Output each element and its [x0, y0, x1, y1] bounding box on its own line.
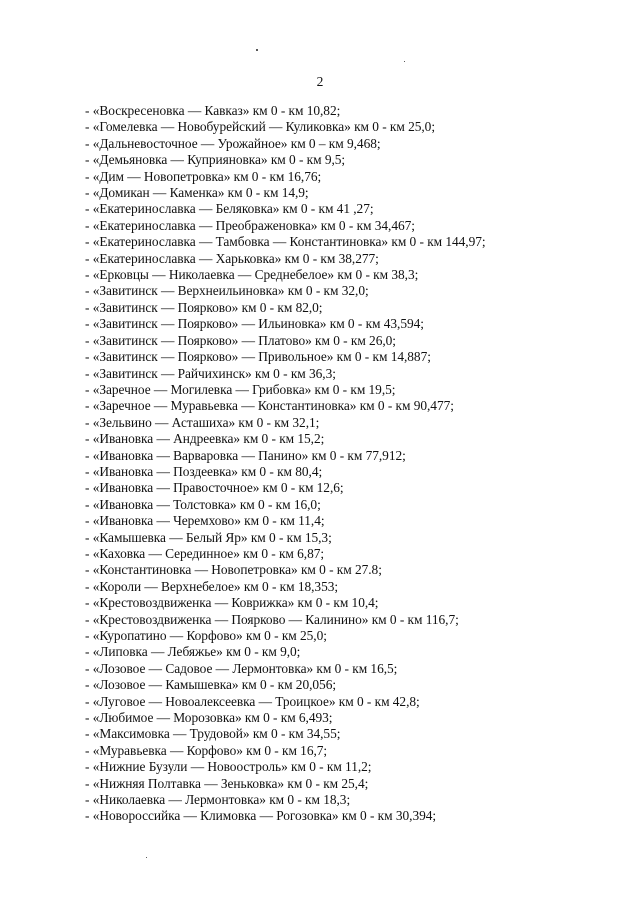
list-item: - «Нижняя Полтавка — Зеньковка» км 0 - км 25,4; — [85, 775, 369, 791]
list-item: - «Екатеринославка — Беляковка» км 0 - км 41 ,27; — [85, 201, 374, 217]
list-item: - «Екатеринославка — Преображеновка» км 0 - км 34,467; — [85, 217, 415, 233]
list-item: - «Ивановка — Правосточное» км 0 - км 12,6; — [85, 480, 344, 496]
list-item: - «Муравьевка — Корфово» км 0 - км 16,7; — [85, 742, 328, 758]
list-item: - «Ивановка — Толстовка» км 0 - км 16,0; — [85, 496, 321, 512]
list-item: - «Ивановка — Андреевка» км 0 - км 15,2; — [85, 431, 325, 447]
list-item: - «Дим — Новопетровка» км 0 - км 16,76; — [85, 168, 322, 184]
scan-speck — [256, 49, 258, 51]
list-item: - «Крестовоздвиженка — Коврижка» км 0 - км 10,4; — [85, 595, 379, 611]
list-item: - «Новороссийка — Климовка — Рогозовка» км 0 - км 30,394; — [85, 808, 437, 824]
list-item: - «Воскресеновка — Кавказ» км 0 - км 10,82; — [85, 103, 341, 118]
list-item: - «Завитинск — Райчихинск» км 0 - км 36,3; — [85, 365, 336, 381]
list-item: - «Завитинск — Верхнеильиновка» км 0 - км 32,0; — [85, 283, 369, 299]
scan-speck — [146, 857, 147, 858]
list-item: - «Гомелевка — Новобурейский — Куликовка» км 0 - км 25,0; — [85, 119, 435, 135]
list-item: - «Крестовоздвиженка — Поярково — Калинино» км 0 - км 116,7; — [85, 611, 459, 627]
list-item: - «Камышевка — Белый Яр» км 0 - км 15,3; — [85, 529, 332, 545]
list-item: - «Завитинск — Поярково» — Платово» км 0 - км 26,0; — [85, 332, 396, 348]
list-item: - «Лозовое — Камышевка» км 0 - км 20,056; — [85, 677, 337, 693]
list-item: - «Ивановка — Варваровка — Панино» км 0 - км 77,912; — [85, 447, 406, 463]
list-item: - «Лозовое — Садовое — Лермонтовка» км 0 - км 16,5; — [85, 660, 398, 676]
list-item: - «Ивановка — Черемхово» км 0 - км 11,4; — [85, 513, 325, 529]
list-item: - «Дальневосточное — Урожайное» км 0 – км 9,468; — [85, 135, 381, 151]
list-item: - «Короли — Верхнебелое» км 0 - км 18,353; — [85, 578, 339, 594]
list-item: - «Максимовка — Трудовой» км 0 - км 34,55; — [85, 726, 341, 742]
list-item: - «Зельвино — Асташиха» км 0 - км 32,1; — [85, 414, 320, 430]
list-item: - «Липовка — Лебяжье» км 0 - км 9,0; — [85, 644, 301, 660]
list-item: - «Ерковцы — Николаевка — Среднебелое» км 0 - км 38,3; — [85, 267, 419, 283]
page-number: 2 — [316, 74, 324, 89]
scan-speck — [404, 61, 405, 62]
list-item: - «Завитинск — Поярково» — Привольное» км 0 - км 14,887; — [85, 349, 431, 365]
list-item: - «Завитинск — Поярково» — Ильиновка» км 0 - км 43,594; — [85, 316, 424, 332]
list-item: - «Домикан — Каменка» км 0 - км 14,9; — [85, 185, 309, 201]
list-item: - «Заречное — Муравьевка — Константиновка» км 0 - км 90,477; — [85, 398, 454, 414]
list-item: - «Екатеринославка — Тамбовка — Константиновка» км 0 - км 144,97; — [85, 234, 486, 250]
list-item: - «Луговое — Новоалексеевка — Троицкое» км 0 - км 42,8; — [85, 693, 420, 709]
list-item: - «Заречное — Могилевка — Грибовка» км 0 - км 19,5; — [85, 381, 396, 397]
list-item: - «Завитинск — Поярково» км 0 - км 82,0; — [85, 299, 323, 315]
list-item: - «Константиновка — Новопетровка» км 0 - км 27.8; — [85, 562, 382, 578]
list-item: - «Каховка — Серединное» км 0 - км 6,87; — [85, 545, 325, 561]
list-item: - «Николаевка — Лермонтовка» км 0 - км 18,3; — [85, 792, 351, 808]
list-item: - «Нижние Бузули — Новоостроль» км 0 - км 11,2; — [85, 759, 372, 775]
road-list — [85, 103, 625, 825]
list-item: - «Ивановка — Поздеевка» км 0 - км 80,4; — [85, 463, 323, 479]
list-item: - «Екатеринославка — Харьковка» км 0 - км 38,277; — [85, 250, 379, 266]
list-item: - «Куропатино — Корфово» км 0 - км 25,0; — [85, 628, 327, 643]
list-item: - «Любимое — Морозовка» км 0 - км 6,493; — [85, 710, 333, 726]
list-item: - «Демьяновка — Куприяновка» км 0 - км 9,5; — [85, 152, 346, 168]
